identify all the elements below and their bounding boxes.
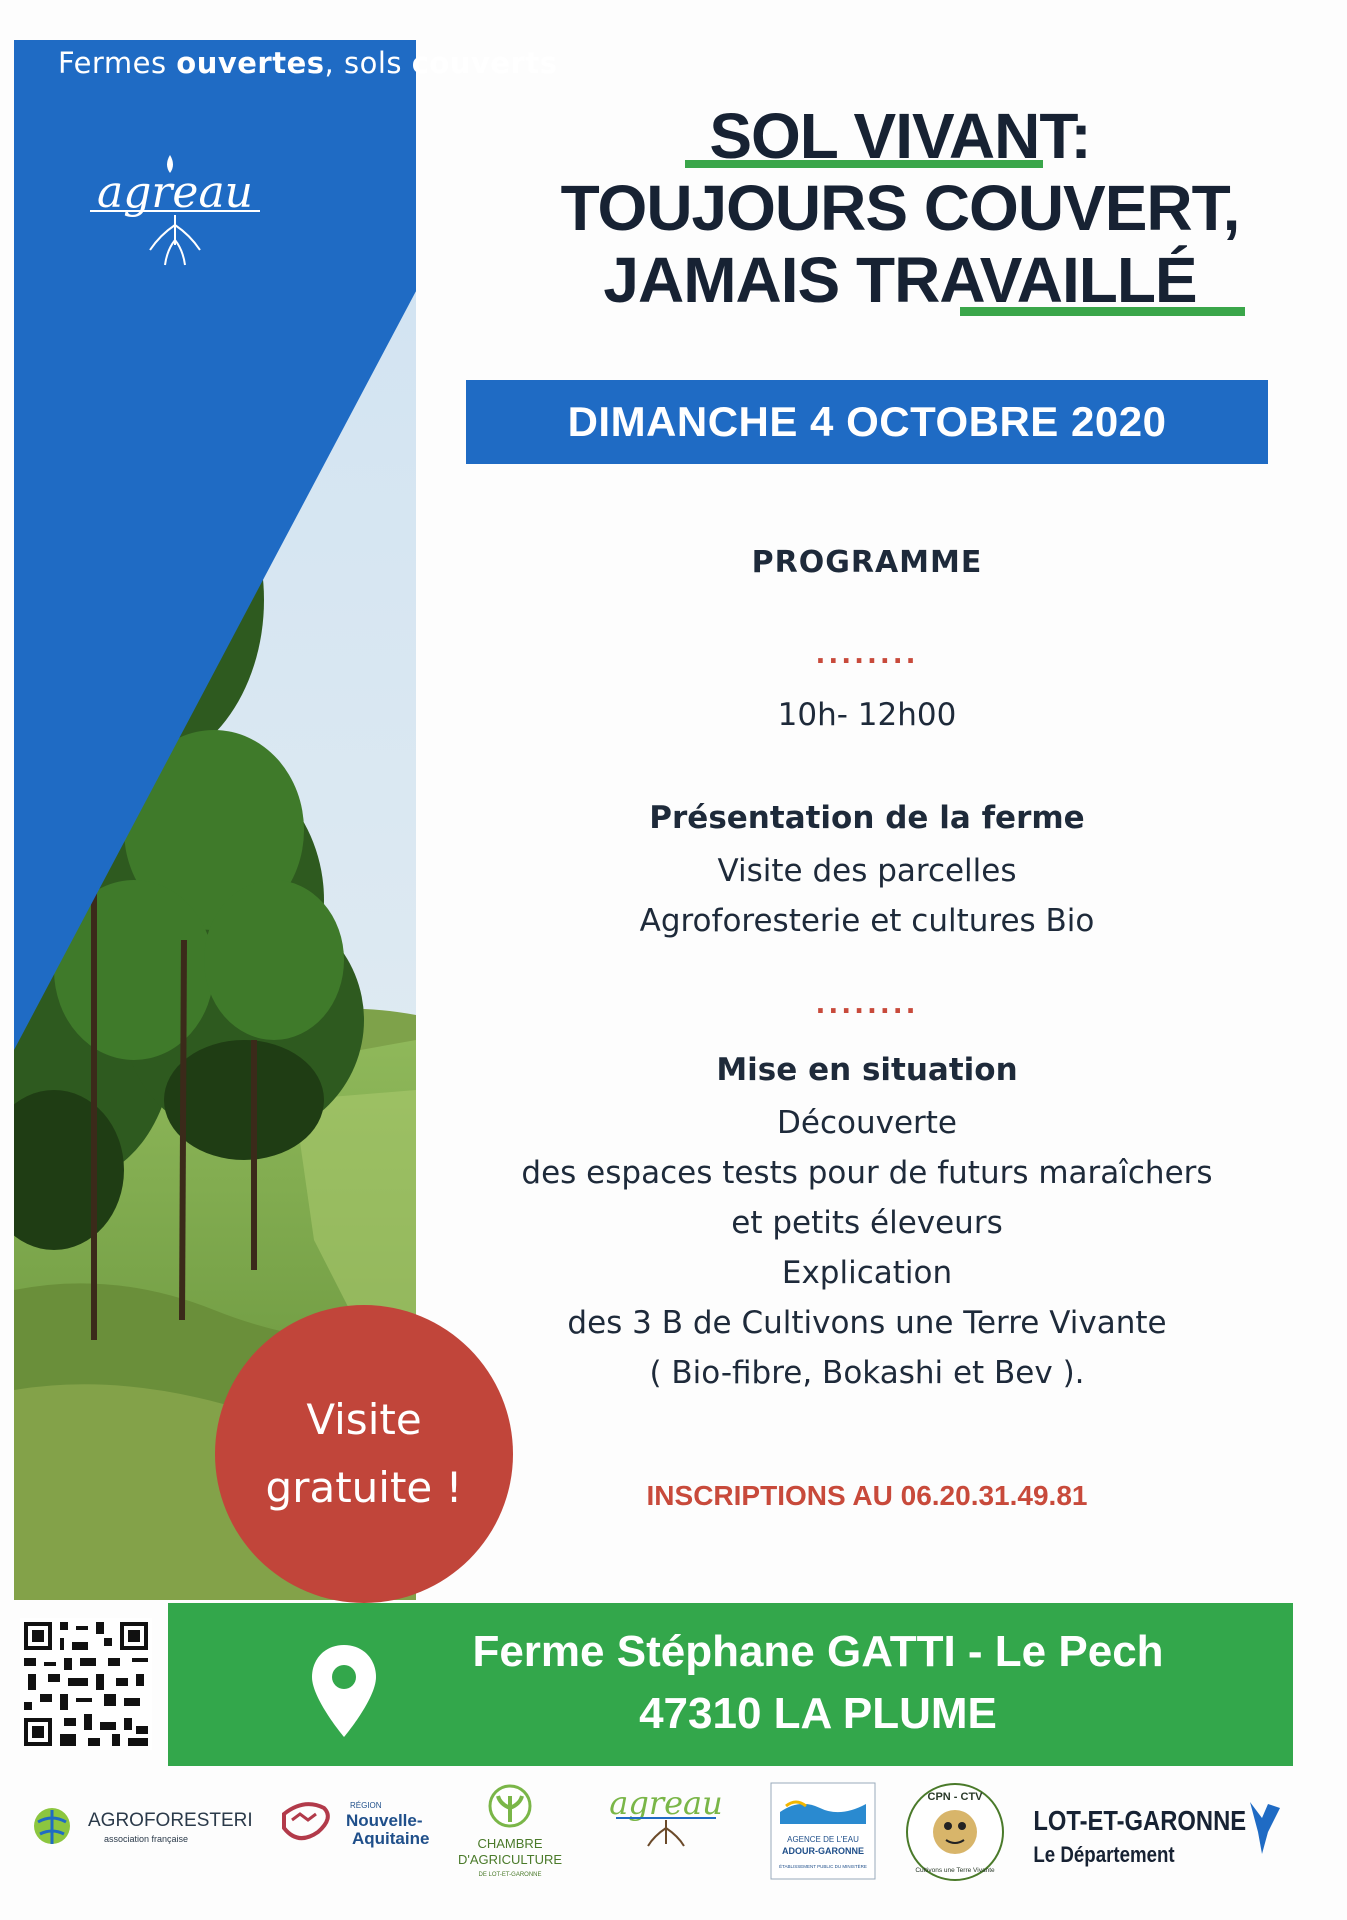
- title-line-1: SOL VIVANT:: [709, 100, 1091, 172]
- program-line: et petits éleveurs: [731, 1205, 1003, 1241]
- logo-region-small: RÉGION: [350, 1801, 382, 1810]
- section-body-mise-en-situation: [466, 1098, 1268, 1398]
- logo-agroforesterie-name: AGROFORESTERIE: [88, 1810, 253, 1831]
- program-line: Découverte: [777, 1105, 957, 1141]
- logo-agence-line1: AGENCE DE L'EAU: [787, 1835, 859, 1844]
- inscriptions-phone[interactable]: INSCRIPTIONS AU 06.20.31.49.81: [646, 1480, 1088, 1511]
- logo-chambre-line1: CHAMBRE: [477, 1836, 543, 1851]
- qr-code[interactable]: [20, 1618, 152, 1750]
- schedule-time: 10h- 12h00: [777, 697, 957, 733]
- address-line-1: Ferme Stéphane GATTI - Le Pech: [472, 1627, 1164, 1676]
- badge-line-2: gratuite !: [265, 1463, 463, 1512]
- logo-agroforesterie-sub: association française: [104, 1834, 189, 1844]
- program-line: des espaces tests pour de futurs maraîchers: [521, 1155, 1213, 1191]
- section-body-presentation: [466, 846, 1268, 946]
- programme-heading: PROGRAMME: [751, 545, 983, 580]
- logo-agence-line3: ÉTABLISSEMENT PUBLIC DU MINISTÈRE: [779, 1864, 867, 1869]
- logo-cpn-bottom: Cultivons une Terre Vivante: [915, 1867, 995, 1874]
- agreau-logo: [70, 155, 280, 285]
- program-line: ( Bio-fibre, Bokashi et Bev ).: [649, 1355, 1085, 1391]
- logo-chambre-agriculture: [450, 1782, 570, 1892]
- title-line-3: JAMAIS TRAVAILLÉ: [603, 244, 1197, 316]
- logo-agreau-small-text: agreau: [609, 1784, 723, 1822]
- free-visit-badge: [215, 1305, 513, 1603]
- logo-departement-line2: Le Département: [1033, 1843, 1175, 1868]
- program-line: Agroforesterie et cultures Bio: [639, 903, 1095, 939]
- logo-chambre-line2: D'AGRICULTURE: [457, 1852, 563, 1867]
- logo-nouvelle-aquitaine: [278, 1790, 438, 1860]
- badge-line-1: Visite: [306, 1395, 422, 1444]
- logo-chambre-line3: DE LOT-ET-GARONNE: [478, 1872, 542, 1878]
- logo-agreau-small: [596, 1782, 736, 1872]
- logo-agroforesterie: [28, 1790, 253, 1860]
- program-line: des 3 B de Cultivons une Terre Vivante: [567, 1305, 1167, 1341]
- page-title: [470, 100, 1330, 316]
- agreau-logo-text: agreau: [96, 167, 254, 218]
- logo-lot-et-garonne: [1030, 1800, 1290, 1880]
- program-line: Visite des parcelles: [717, 853, 1017, 889]
- logo-agence-eau: [770, 1782, 876, 1880]
- address-line-2: 47310 LA PLUME: [639, 1689, 997, 1738]
- title-line-2: TOUJOURS COUVERT,: [560, 172, 1240, 244]
- logo-cpn-ctv: [900, 1780, 1010, 1884]
- program-line: Explication: [781, 1255, 953, 1291]
- section-title-presentation: Présentation de la ferme: [649, 800, 1085, 836]
- logo-region-line2: Aquitaine: [352, 1829, 430, 1848]
- tagline: Fermes ouvertes, sols couverts: [58, 46, 558, 80]
- logo-agence-line2: ADOUR-GARONNE: [782, 1846, 864, 1856]
- address-banner: [168, 1603, 1293, 1766]
- logo-departement-line1: LOT-ET-GARONNE: [1033, 1804, 1247, 1837]
- separator-dots: ........: [815, 640, 919, 670]
- separator-dots: ........: [815, 990, 919, 1020]
- date-banner: DIMANCHE 4 OCTOBRE 2020: [466, 380, 1268, 464]
- section-title-mise-en-situation: Mise en situation: [716, 1052, 1018, 1088]
- logo-cpn-top: CPN - CTV: [927, 1791, 983, 1803]
- logo-region-line1: Nouvelle-: [346, 1811, 423, 1830]
